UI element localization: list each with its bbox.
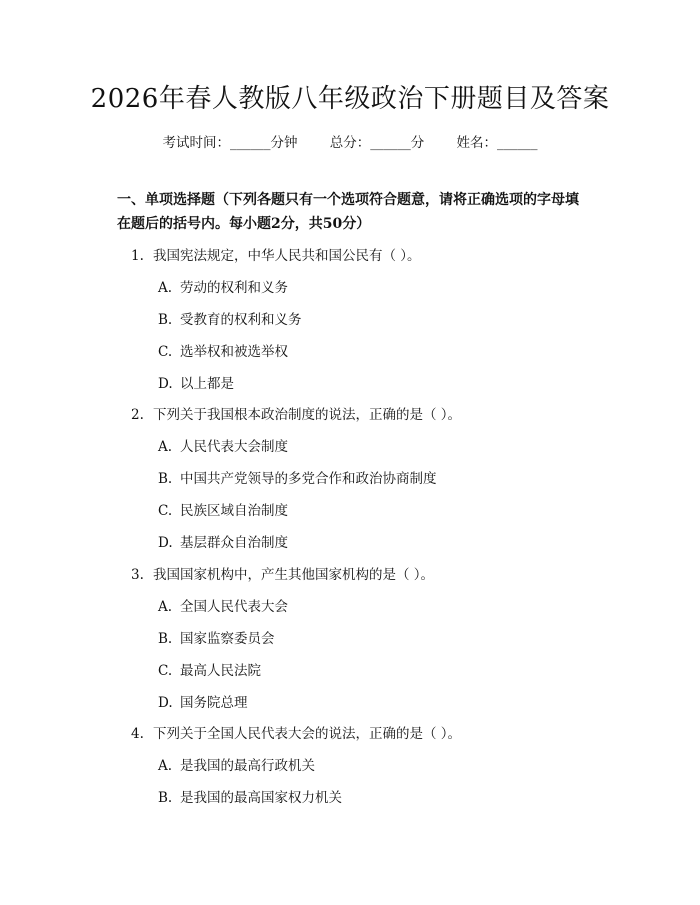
question-text: 我国国家机构中，产生其他国家机构的是（ ）。 [153, 567, 435, 583]
option-text: 基层群众自治制度 [180, 535, 288, 551]
option-text: 劳动的权利和义务 [180, 280, 288, 296]
option [158, 435, 288, 455]
option [158, 595, 288, 615]
document-title: 2026年春人教版八年级政治下册题目及答案 [90, 84, 610, 114]
option [158, 372, 234, 392]
question-number: 4. [131, 726, 144, 742]
exam-time: 考试时间：______分钟 [162, 135, 298, 151]
question-3 [131, 563, 434, 583]
option-text: 全国人民代表大会 [180, 599, 288, 615]
question-4 [131, 722, 461, 742]
option [158, 467, 437, 487]
option [158, 531, 288, 551]
option-text: 国家监察委员会 [180, 631, 275, 647]
option-label: D. [158, 695, 173, 711]
option-label: B. [158, 790, 173, 806]
option-label: D. [158, 376, 173, 392]
option [158, 754, 315, 774]
option-label: C. [158, 503, 173, 519]
option [158, 786, 342, 806]
exam-meta [0, 131, 700, 151]
option [158, 499, 288, 519]
option [158, 627, 275, 647]
option-label: A. [158, 758, 173, 774]
exam-name: 姓名：______ [456, 135, 538, 151]
question-text: 我国宪法规定，中华人民共和国公民有（ ）。 [153, 248, 421, 264]
option-text: 人民代表大会制度 [180, 439, 288, 455]
option-text: 中国共产党领导的多党合作和政治协商制度 [180, 471, 437, 487]
question-2 [131, 403, 461, 423]
option-label: B. [158, 312, 173, 328]
option-text: 民族区域自治制度 [180, 503, 288, 519]
question-number: 2. [131, 407, 144, 423]
option-label: B. [158, 471, 173, 487]
option-text: 最高人民法院 [180, 663, 261, 679]
question-1 [131, 244, 421, 264]
section-heading: 一、单项选择题（下列各题只有一个选项符合题意，请将正确选项的字母填在题后的括号内。每小题2分，共50分） [117, 192, 579, 232]
question-number: 3. [131, 567, 144, 583]
option-label: A. [158, 599, 173, 615]
question-text: 下列关于我国根本政治制度的说法，正确的是（ ）。 [153, 407, 462, 423]
option-text: 是我国的最高国家权力机关 [180, 790, 342, 806]
exam-score: 总分：______分 [329, 135, 425, 151]
option-text: 以上都是 [180, 376, 234, 392]
option-label: A. [158, 280, 173, 296]
question-text: 下列关于全国人民代表大会的说法，正确的是（ ）。 [153, 726, 462, 742]
question-number: 1. [131, 248, 144, 264]
option [158, 276, 288, 296]
option-text: 选举权和被选举权 [180, 344, 288, 360]
option-label: C. [158, 663, 173, 679]
option-label: D. [158, 535, 173, 551]
option-text: 是我国的最高行政机关 [180, 758, 315, 774]
option [158, 308, 302, 328]
option [158, 691, 248, 711]
option-label: A. [158, 439, 173, 455]
option [158, 340, 288, 360]
option-label: C. [158, 344, 173, 360]
option-text: 国务院总理 [180, 695, 248, 711]
option [158, 659, 261, 679]
option-text: 受教育的权利和义务 [180, 312, 302, 328]
option-label: B. [158, 631, 173, 647]
